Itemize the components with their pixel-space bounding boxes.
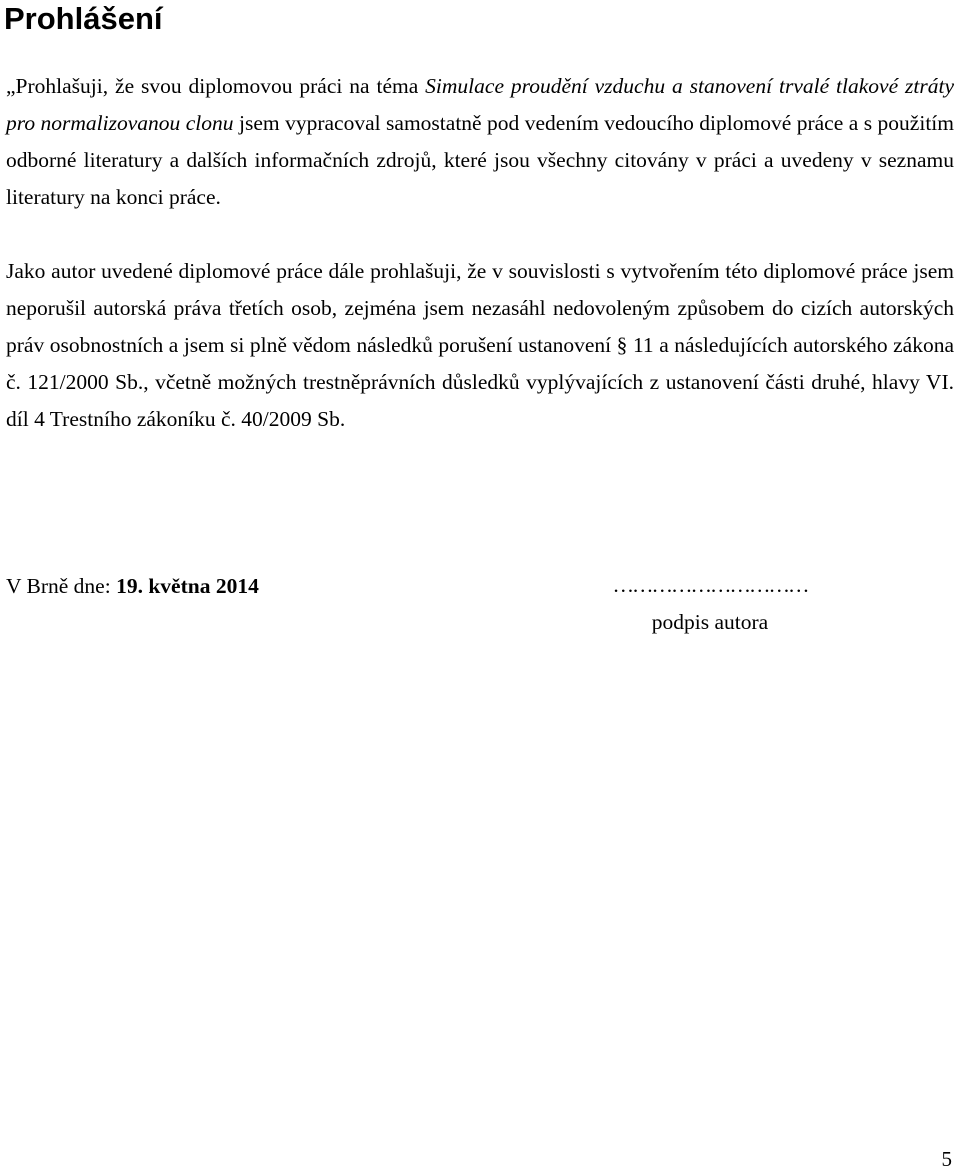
declaration-paragraph-1: [6, 68, 954, 216]
signature-block: [560, 567, 860, 641]
signature-line: …………………………: [612, 573, 808, 597]
page-number: 5: [941, 1147, 952, 1171]
thesis-title: Simulace proudění vzduchu a stanovení trvalé tlakové ztráty pro normalizovanou clonu: [6, 74, 954, 135]
place-date-line: [6, 568, 259, 605]
page-title: Prohlášení: [4, 1, 163, 36]
declaration-paragraph-2: Jako autor uvedené diplomové práce dále prohlašuji, že v souvislosti s vytvořením této diplomové práce jsem neporušil autorská práva třetích osob, zejména jsem nezasáhl nedovoleným způsobem do cizích autorských práv osobnostních a jsem si plně vědom následků porušení ustanovení § 11 a následujících autorského zákona č. 121/2000 Sb., včetně možných trestněprávních důsledků vyplývajících z ustanovení části druhé, hlavy VI. díl 4 Trestního zákoníku č. 40/2009 Sb.: [6, 259, 954, 431]
paragraph-1-intro: „Prohlašuji, že svou diplomovou práci na téma: [6, 74, 426, 98]
paragraph-1-rest: jsem vypracoval samostatně pod vedením vedoucího diplomové práce a s použitím odborné literatury a dalších informačních zdrojů, které jsou všechny citovány v práci a uvedeny v seznamu literatury na konci práce.: [6, 111, 954, 209]
signing-date: 19. května 2014: [116, 574, 259, 598]
place-date-label: V Brně dne:: [6, 574, 117, 598]
signature-label: podpis autora: [651, 610, 769, 634]
